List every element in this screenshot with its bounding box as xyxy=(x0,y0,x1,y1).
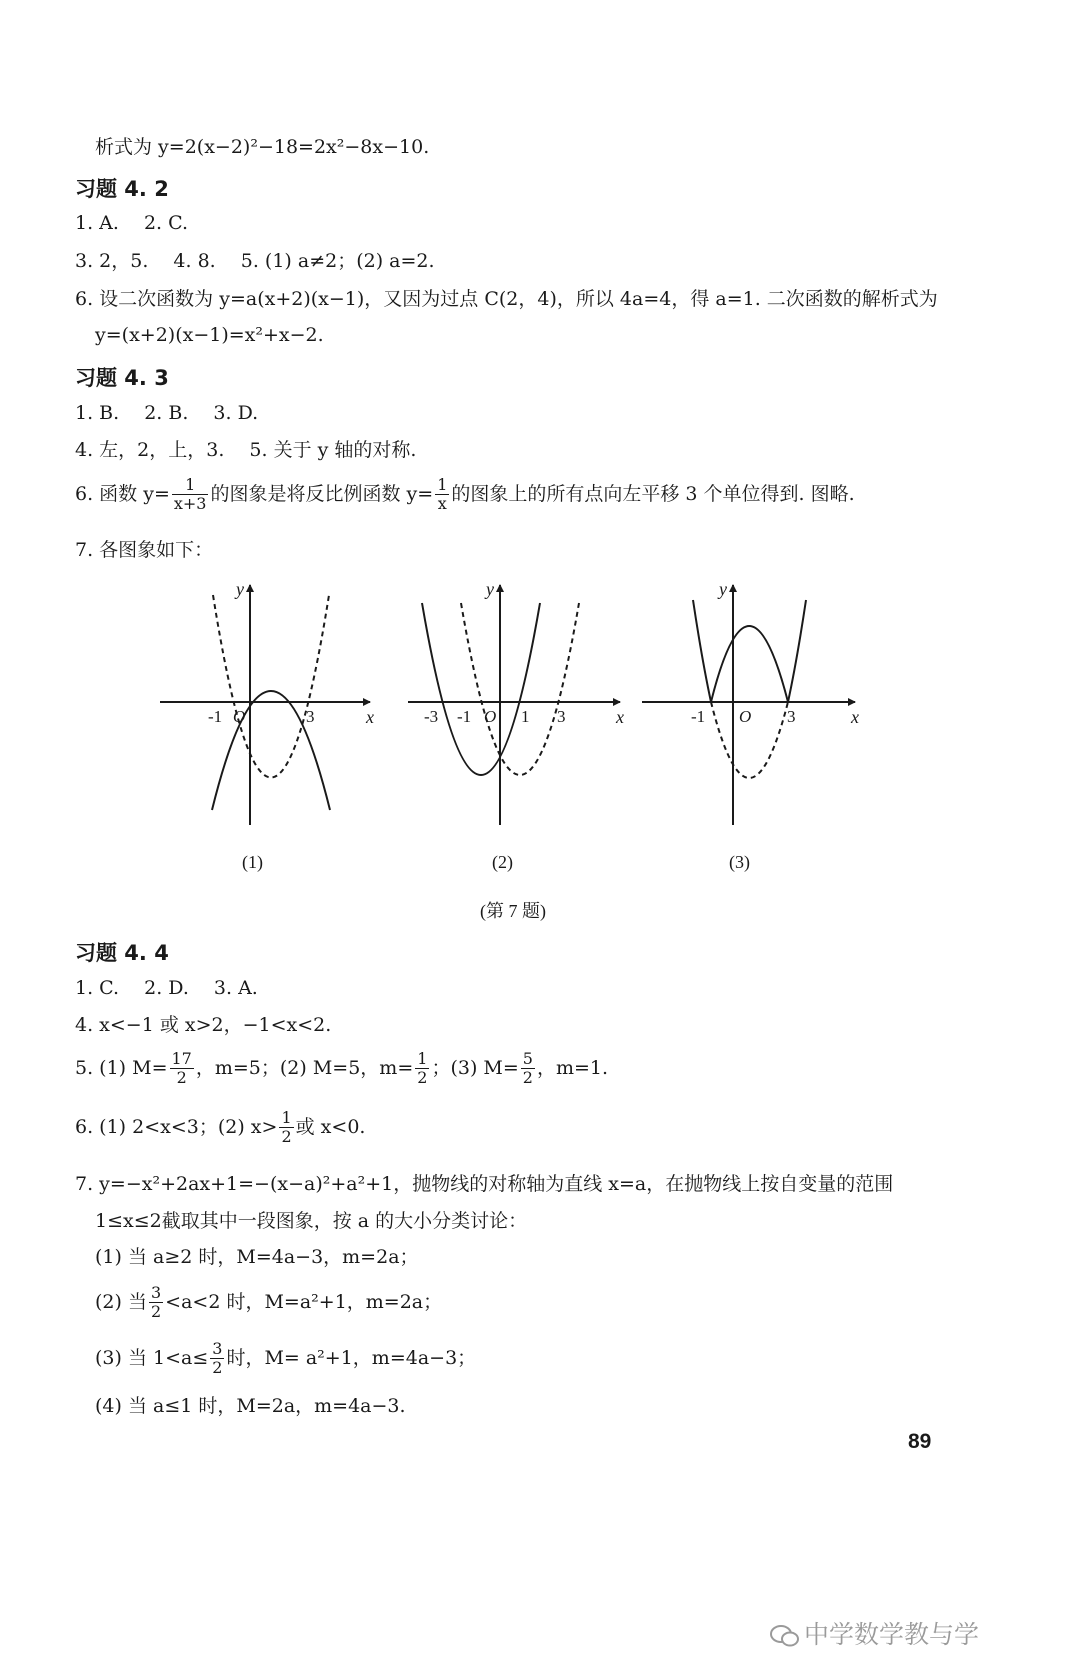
watermark xyxy=(770,1615,979,1651)
s44-c2-a: (2) 当 xyxy=(95,1290,147,1313)
origin-1: O xyxy=(233,707,246,726)
s44-case-3 xyxy=(95,1340,476,1378)
s42-line-3: 6. 设二次函数为 y=a(x+2)(x−1)，又因为过点 C(2，4)，所以 4a=4，得 a=1. 二次函数的解析式为 xyxy=(75,288,938,310)
section-title-4-3: 习题 4. 3 xyxy=(75,366,169,390)
tick-1-minus1: -1 xyxy=(208,707,223,726)
fraction-5-over-2: $\frac{5}{2}$ xyxy=(522,1049,533,1088)
section-title-4-4: 习题 4. 4 xyxy=(75,941,169,965)
s43-line-1: 1. B. 2. B. 3. D. xyxy=(75,402,259,424)
tick-2-1: 1 xyxy=(521,707,530,726)
s42-line-2: 3. 2，5. 4. 8. 5. (1) a≠2；(2) a=2. xyxy=(75,250,435,272)
s44-case-4: (4) 当 a≤1 时，M=2a，m=4a−3. xyxy=(95,1395,406,1417)
tick-3-minus1: -1 xyxy=(691,707,706,726)
solid-w-right-arm xyxy=(788,600,806,702)
s44-l4-a: 6. (1) 2<x<3；(2) x> xyxy=(75,1115,278,1138)
s44-case-2 xyxy=(95,1284,442,1322)
s43-l3-c: 的图象上的所有点向左平移 3 个单位得到. 图略. xyxy=(451,482,855,505)
s44-c3-b: 时，M= a²+1，m=4a−3； xyxy=(226,1346,477,1369)
s44-c3-a: (3) 当 1<a≤ xyxy=(95,1346,209,1369)
intro-line: 析式为 y=2(x−2)²−18=2x²−8x−10. xyxy=(95,136,430,158)
watermark-text: 中学数学教与学 xyxy=(804,1620,980,1649)
panel-label-3: (3) xyxy=(729,852,750,872)
solid-parabola-2 xyxy=(422,603,540,775)
section-title-4-2: 习题 4. 2 xyxy=(75,177,169,201)
s42-line-1: 1. A. 2. C. xyxy=(75,212,189,234)
panel-label-2: (2) xyxy=(492,852,513,872)
graph-panel-3 xyxy=(642,585,855,825)
s44-l3-c: ；(3) M= xyxy=(431,1056,519,1079)
page-number: 89 xyxy=(908,1430,932,1453)
s44-line-2: 4. x<−1 或 x>2，−1<x<2. xyxy=(75,1014,332,1036)
solid-w-arch xyxy=(711,626,788,702)
fraction-3-over-2-a: $\frac{3}{2}$ xyxy=(150,1283,162,1322)
s43-l3-b: 的图象是将反比例函数 y= xyxy=(210,482,434,505)
origin-2: O xyxy=(484,707,497,726)
figure-parabolas xyxy=(0,575,1080,925)
x-label-3: x xyxy=(851,707,859,727)
panel-label-1: (1) xyxy=(242,852,263,872)
fraction-half: $\frac{1}{2}$ xyxy=(281,1108,292,1147)
x-label-2: x xyxy=(616,707,624,727)
s44-c2-b: <a<2 时，M=a²+1，m=2a； xyxy=(165,1290,443,1313)
y-label-3: y xyxy=(719,579,727,599)
fraction-1-over-x: $\frac{1}{x}$ xyxy=(437,475,448,514)
fraction-3-over-2-b: $\frac{3}{2}$ xyxy=(212,1339,223,1378)
tick-2-minus3: -3 xyxy=(424,707,439,726)
figure-caption: (第 7 题) xyxy=(480,901,546,921)
s43-line-3 xyxy=(75,476,855,514)
fraction-1-over-2: $\frac{1}{2}$ xyxy=(417,1049,428,1088)
s43-line-2: 4. 左，2，上，3. 5. 关于 y 轴的对称. xyxy=(75,439,417,461)
fraction-17-over-2: $\frac{17}{2}$ xyxy=(171,1049,192,1088)
s44-l3-a: 5. (1) M= xyxy=(75,1056,168,1079)
origin-3: O xyxy=(739,707,752,726)
graph-panel-1 xyxy=(160,585,370,825)
s44-line-1: 1. C. 2. D. 3. A. xyxy=(75,977,258,999)
s44-line-5: 7. y=−x²+2ax+1=−(x−a)²+a²+1，抛物线的对称轴为直线 x=a，在抛物线上按自变量的范围 xyxy=(75,1173,894,1195)
s43-l3-a: 6. 函数 y= xyxy=(75,482,170,505)
s44-line-3 xyxy=(75,1050,608,1088)
s43-line-4: 7. 各图象如下： xyxy=(75,539,214,561)
y-label-1: y xyxy=(236,579,244,599)
tick-2-minus1: -1 xyxy=(457,707,472,726)
tick-3-3: 3 xyxy=(787,707,796,726)
y-label-2: y xyxy=(486,579,494,599)
s44-l4-b: 或 x<0. xyxy=(295,1115,366,1138)
s44-l3-d: ，m=1. xyxy=(536,1056,609,1079)
s44-line-6: 1≤x≤2截取其中一段图象，按 a 的大小分类讨论： xyxy=(95,1210,528,1232)
s42-line-4: y=(x+2)(x−1)=x²+x−2. xyxy=(95,324,324,346)
wechat-icon xyxy=(770,1624,800,1648)
s44-line-4 xyxy=(75,1109,365,1147)
tick-1-3: 3 xyxy=(306,707,315,726)
graph-panel-2 xyxy=(408,585,620,825)
solid-w-left-arm xyxy=(693,600,711,702)
dashed-parabola-2 xyxy=(461,603,579,775)
fraction-1-over-x-plus-3: $\frac{1}{x+3}$ xyxy=(173,475,207,514)
x-label-1: x xyxy=(366,707,374,727)
tick-2-3: 3 xyxy=(557,707,566,726)
s44-l3-b: ，m=5；(2) M=5，m= xyxy=(195,1056,414,1079)
s44-case-1: (1) 当 a≥2 时，M=4a−3，m=2a； xyxy=(95,1246,419,1268)
